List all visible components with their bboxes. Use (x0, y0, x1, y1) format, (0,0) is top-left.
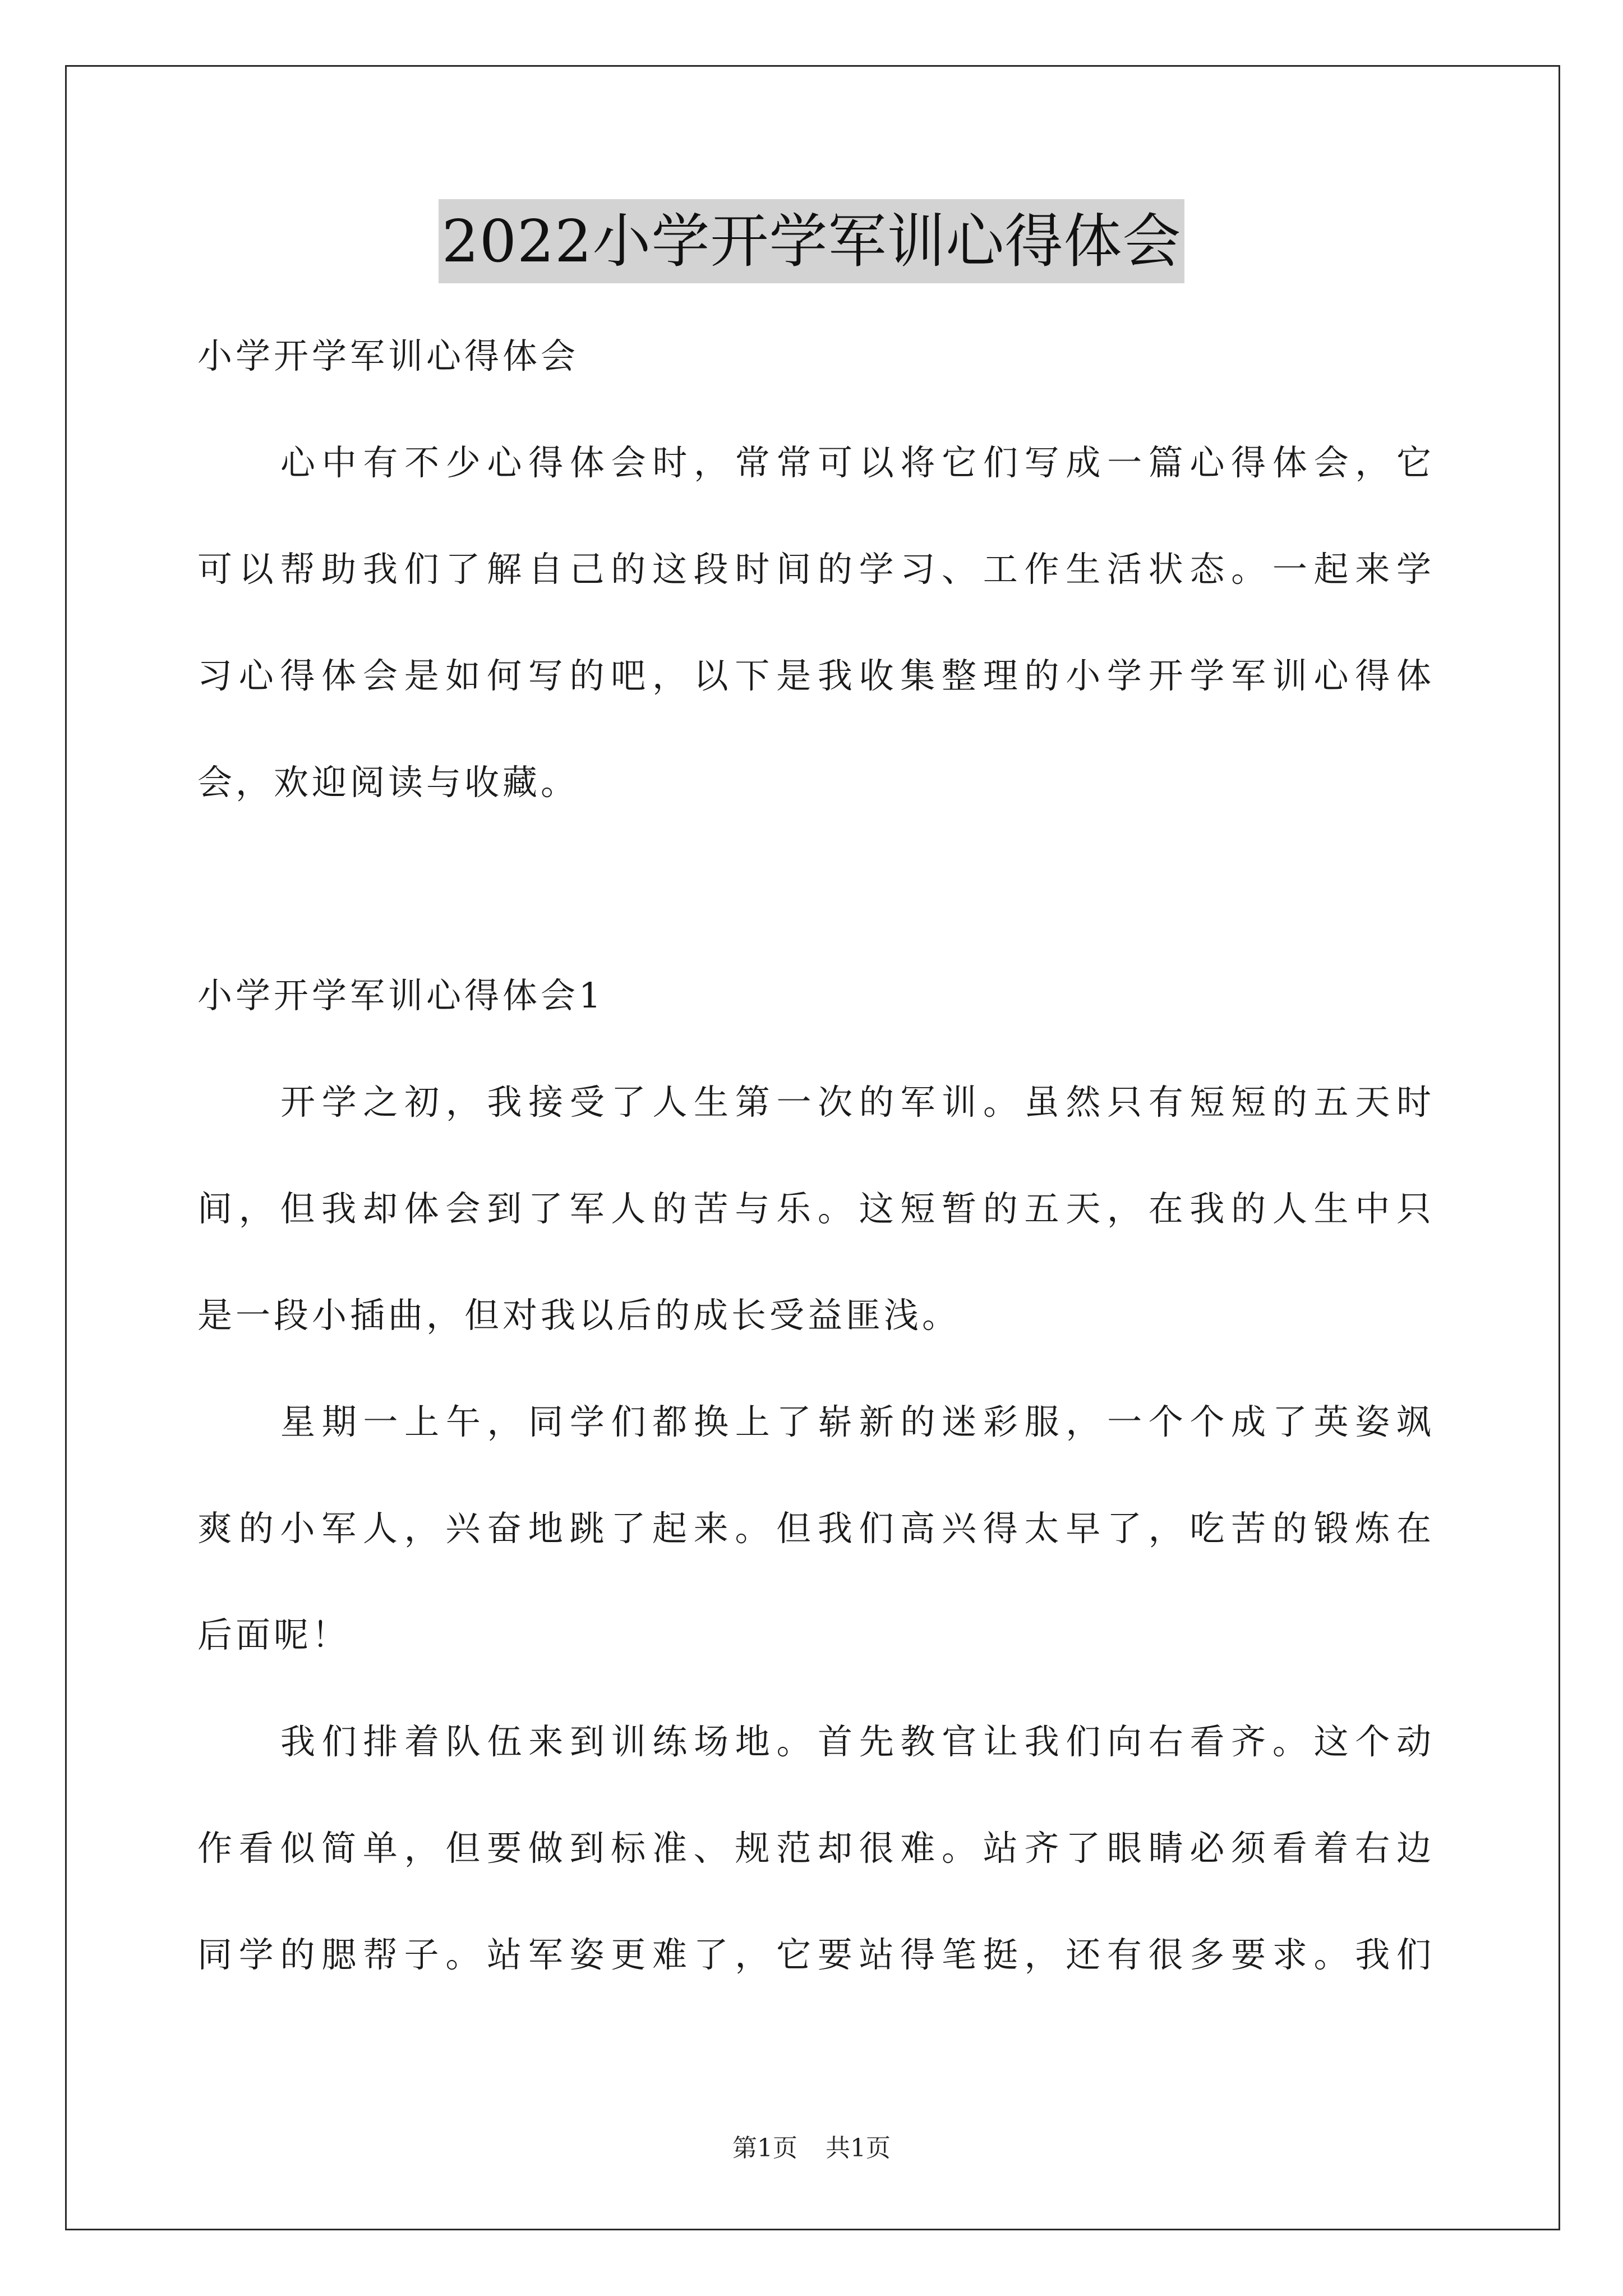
intro-paragraph (197, 409, 1431, 836)
body-paragraph-3 (197, 1688, 1431, 2008)
text-line: 心中有不少心得体会时，常常可以将它们写成一篇心得体会，它 (280, 442, 1431, 483)
text-line: 同学的腮帮子。站军姿更难了，它要站得笔挺，还有很多要求。我们 (197, 1934, 1431, 1975)
page-total: 共1页 (826, 2134, 891, 2162)
document-body (197, 303, 1431, 2008)
page-number: 第1页 (732, 2134, 797, 2162)
section-heading: 小学开学军训心得体会1 (197, 975, 605, 1016)
page-footer (0, 2132, 1623, 2165)
document-subtitle: 小学开学军训心得体会 (197, 335, 579, 376)
text-line: 我们排着队伍来到训练场地。首先教官让我们向右看齐。这个动 (280, 1721, 1431, 1762)
text-line: 星期一上午，同学们都换上了崭新的迷彩服，一个个成了英姿飒 (280, 1401, 1431, 1442)
text-line: 间，但我却体会到了军人的苦与乐。这短暂的五天，在我的人生中只 (197, 1188, 1431, 1229)
text-line: 作看似简单，但要做到标准、规范却很难。站齐了眼睛必须看着右边 (197, 1828, 1431, 1869)
body-paragraph-2 (197, 1369, 1431, 1688)
text-line: 会，欢迎阅读与收藏。 (197, 762, 579, 803)
text-line: 习心得体会是如何写的吧，以下是我收集整理的小学开学军训心得体 (197, 655, 1431, 696)
document-title: 2022小学开学军训心得体会 (439, 199, 1185, 283)
body-paragraph-1 (197, 1049, 1431, 1369)
text-line: 是一段小插曲，但对我以后的成长受益匪浅。 (197, 1295, 961, 1336)
paragraph-spacer (197, 836, 1431, 942)
text-line: 爽的小军人，兴奋地跳了起来。但我们高兴得太早了，吃苦的锻炼在 (197, 1508, 1431, 1549)
text-line: 后面呢！ (197, 1614, 351, 1655)
title-container (0, 199, 1623, 283)
text-line: 开学之初，我接受了人生第一次的军训。虽然只有短短的五天时 (280, 1082, 1431, 1122)
text-line: 可以帮助我们了解自己的这段时间的学习、工作生活状态。一起来学 (197, 549, 1431, 590)
